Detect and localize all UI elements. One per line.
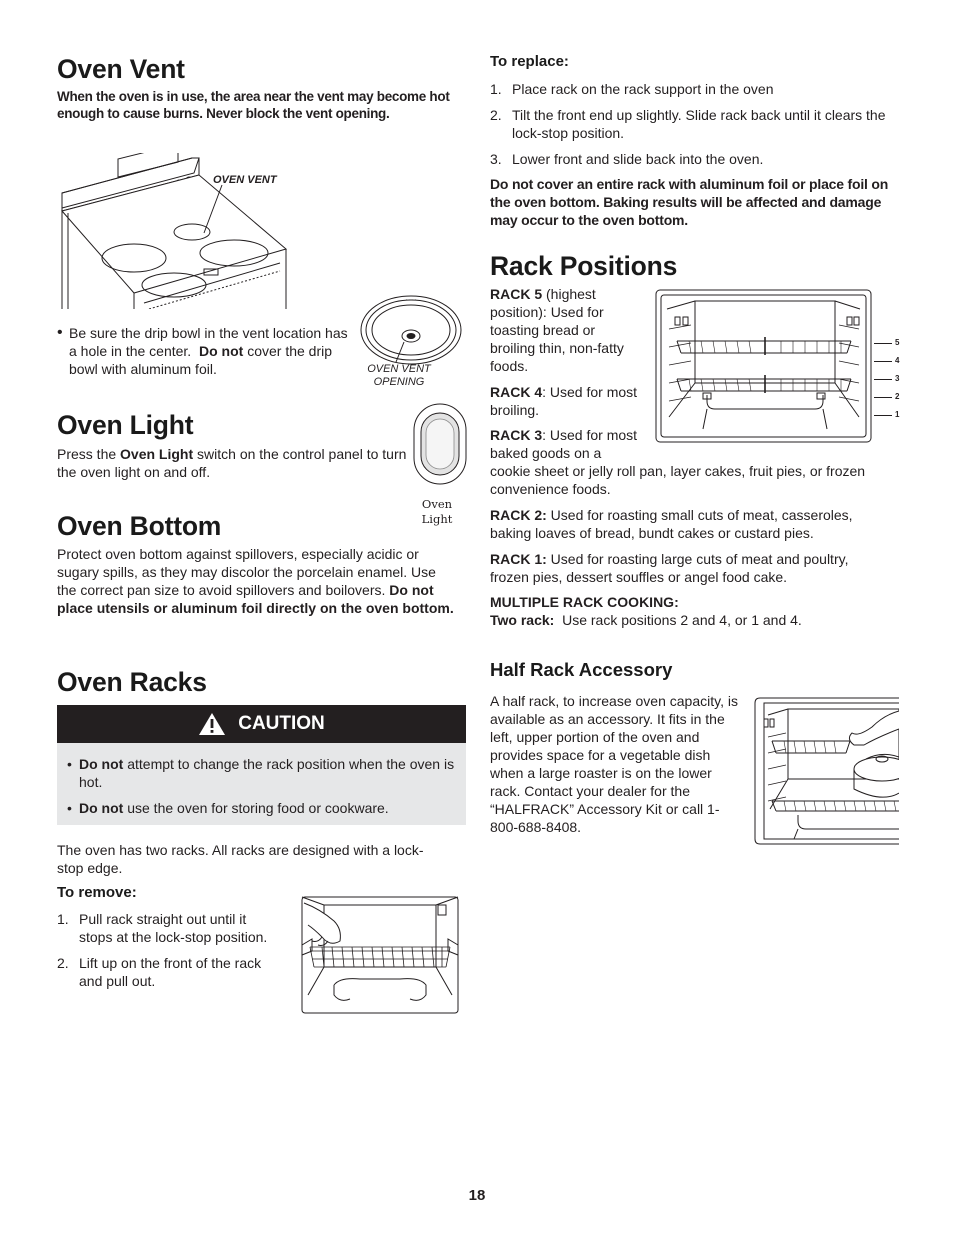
rack-position-number: 4 [895, 356, 900, 365]
remove-step [57, 954, 279, 990]
remove-step-text: Pull rack straight out until it stops at the lock-stop position. [79, 911, 268, 945]
oven-racks-intro: The oven has two racks. All racks are designed with a lock-stop edge. [57, 842, 424, 876]
oven-bottom-title: Oven Bottom [57, 511, 222, 541]
replace-step-number: 3. [490, 151, 502, 167]
half-rack-illustration [754, 697, 899, 845]
caution-item-2-do-not: Do not [79, 800, 124, 816]
oven-light-text-b: Oven Light [120, 446, 194, 462]
caution-bar [57, 705, 466, 743]
rack-position-number: 1 [895, 410, 900, 419]
oven-light-text-a: Press the [57, 446, 117, 462]
oven-vent-warning: When the oven is in use, the area near the vent may become hot enough to cause burns. Never block the vent opening. [57, 89, 450, 121]
oven-light-title: Oven Light [57, 410, 194, 440]
replace-warning: Do not cover an entire rack with aluminum foil or place foil on the oven bottom. Baking results will be affected and damage may occur to the oven bottom. [490, 176, 889, 228]
oven-bottom-text [57, 545, 459, 617]
rack-5-text: (highest position): Used for toasting bread or broiling thin, non-fatty foods. [490, 286, 624, 374]
oven-vent-figure-label: OVEN VENT [213, 174, 277, 186]
rack-1-text: Used for roasting large cuts of meat and poultry, frozen pies, dessert souffles or angel food cake. [490, 551, 849, 585]
oven-vent-opening-label: OVEN VENT OPENING [367, 363, 431, 388]
replace-step [490, 150, 900, 168]
oven-light-switch-icon [413, 403, 467, 485]
remove-step-number: 2. [57, 955, 69, 971]
oven-light-switch-label [408, 497, 466, 527]
oven-bottom-text-b: Do not place utensils or aluminum foil directly on the oven bottom. [57, 582, 454, 616]
rack-3-description [490, 426, 650, 462]
multiple-rack-heading: MULTIPLE RACK COOKING: [490, 594, 679, 610]
rack-position-number: 2 [895, 392, 900, 401]
rack-positions-illustration [655, 289, 875, 444]
half-rack-text: A half rack, to increase oven capacity, is available as an accessory. It fits in the left, upper portion of the oven and provides space for a vegetable dish when a large roaster is on the lower rack. Contact your dealer for the “HALFRACK” Accessory Kit or call 1-800-688-8408. [490, 693, 738, 835]
rack-4-text: : Used for most broiling. [490, 384, 638, 418]
oven-light-text-c: switch on the control panel to turn the oven light on and off. [57, 446, 407, 480]
rack-positions-title: Rack Positions [490, 251, 678, 281]
warning-triangle-icon [198, 712, 226, 736]
rack-4-label: RACK 4 [490, 384, 543, 400]
remove-step-text: Lift up on the front of the rack and pull out. [79, 955, 262, 989]
caution-item-2 [67, 799, 456, 817]
remove-steps [57, 910, 279, 998]
caution-item-1 [67, 755, 456, 791]
drip-bowl-note [57, 324, 355, 378]
two-rack-line [490, 611, 890, 629]
two-rack-label: Two rack: [490, 612, 555, 628]
half-rack-heading: Half Rack Accessory [490, 659, 673, 680]
to-remove-heading: To remove: [57, 884, 137, 901]
oven-light-text [57, 445, 407, 481]
replace-step-number: 2. [490, 107, 502, 123]
replace-steps [490, 80, 900, 176]
drip-bowl-note-text-c: cover the drip bowl with aluminum foil. [69, 343, 333, 377]
to-replace-heading: To replace: [490, 53, 569, 70]
oven-light-switch-label-2: Light [421, 512, 453, 526]
remove-step-number: 1. [57, 911, 69, 927]
remove-rack-illustration [300, 895, 470, 1015]
rack-3-text: : Used for most baked goods on a [490, 427, 638, 461]
caution-item-2-text: use the oven for storing food or cookware. [127, 800, 389, 816]
rack-position-number: 3 [895, 374, 900, 383]
rack-5-label: RACK 5 [490, 286, 543, 302]
caution-item-1-text: attempt to change the rack position when the oven is hot. [79, 756, 455, 790]
caution-label: CAUTION [238, 713, 325, 734]
rack-4-description [490, 383, 640, 419]
two-rack-text: Use rack positions 2 and 4, or 1 and 4. [562, 612, 802, 628]
replace-step-text: Place rack on the rack support in the oven [512, 81, 774, 97]
oven-light-switch-label-1: Oven [421, 497, 453, 511]
replace-step-text: Lower front and slide back into the oven. [512, 151, 764, 167]
remove-step [57, 910, 279, 946]
rack-3-label: RACK 3 [490, 427, 543, 443]
oven-racks-title: Oven Racks [57, 667, 207, 697]
rack-5-description [490, 285, 640, 375]
caution-body [57, 743, 466, 825]
rack-2-text: Used for roasting small cuts of meat, casseroles, baking loaves of bread, bundt cakes or custard pies. [490, 507, 853, 541]
oven-bottom-text-a: Protect oven bottom against spillovers, especially acidic or sugary spills, as they may discolor the porcelain enamel. Use the correct pan size to avoid spillovers and boilovers. [57, 546, 436, 598]
caution-item-1-do-not: Do not [79, 756, 124, 772]
rack-1-label: RACK 1: [490, 551, 547, 567]
rack-position-number: 5 [895, 338, 900, 347]
rack-1-description [490, 550, 890, 586]
rack-2-description [490, 506, 890, 542]
page-number: 18 [468, 1187, 486, 1204]
drip-bowl-note-do-not: Do not [198, 343, 244, 359]
oven-vent-title: Oven Vent [57, 54, 185, 84]
rack-2-label: RACK 2: [490, 507, 547, 523]
rack-3-continued: cookie sheet or jelly roll pan, layer cakes, fruit pies, or frozen convenience foods. [490, 463, 866, 497]
replace-step [490, 80, 900, 98]
drip-bowl-illustration [356, 290, 466, 370]
drip-bowl-note-text-a: Be sure the drip bowl in the vent location has a hole in the center. [69, 325, 348, 359]
caution-box [57, 705, 466, 825]
replace-step [490, 106, 900, 142]
replace-step-text: Tilt the front end up slightly. Slide rack back until it clears the lock-stop position. [512, 107, 886, 141]
replace-step-number: 1. [490, 81, 502, 97]
multiple-rack-cooking [490, 593, 890, 611]
